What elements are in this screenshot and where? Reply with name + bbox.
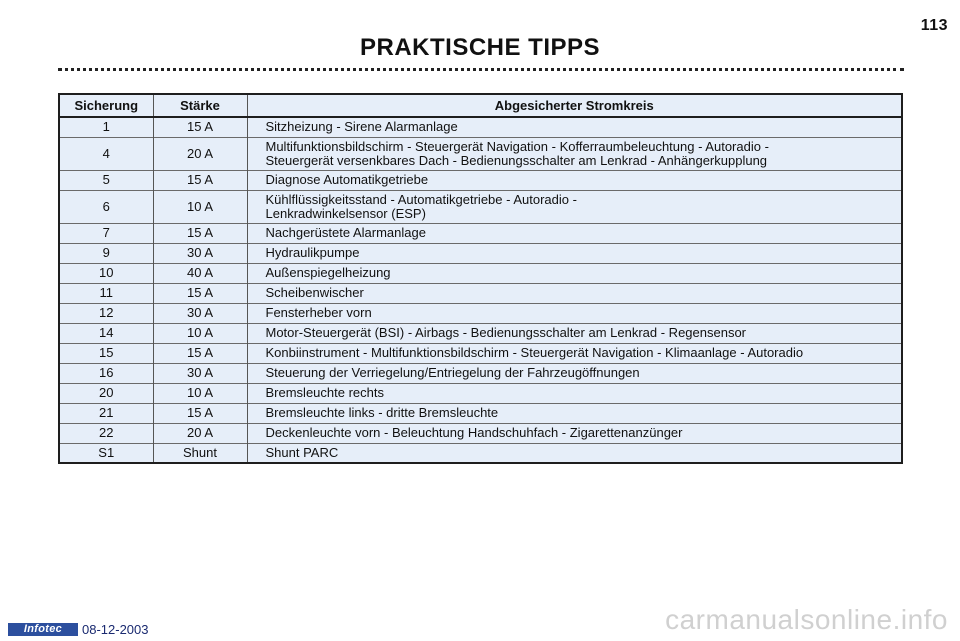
table-row bbox=[59, 363, 902, 383]
cell-rating: 10 A bbox=[153, 190, 247, 223]
circuit-line: Steuergerät versenkbares Dach - Bedienungsschalter am Lenkrad - Anhängerkupplung bbox=[265, 152, 768, 168]
cell-circuit bbox=[247, 403, 902, 423]
cell-fuse: S1 bbox=[59, 443, 153, 463]
circuit-line: Diagnose Automatikgetriebe bbox=[265, 172, 429, 187]
cell-fuse: 5 bbox=[59, 170, 153, 190]
cell-circuit bbox=[247, 323, 902, 343]
cell-circuit bbox=[247, 190, 902, 223]
cell-rating: 10 A bbox=[153, 323, 247, 343]
table-row bbox=[59, 117, 902, 137]
table-header-row bbox=[59, 94, 902, 117]
cell-circuit bbox=[247, 343, 902, 363]
fuse-table bbox=[58, 93, 903, 464]
circuit-line: Hydraulikpumpe bbox=[265, 245, 360, 260]
table-row bbox=[59, 303, 902, 323]
page-number: 113 bbox=[920, 17, 948, 34]
cell-fuse: 4 bbox=[59, 137, 153, 170]
table-row bbox=[59, 403, 902, 423]
circuit-line: Nachgerüstete Alarmanlage bbox=[265, 225, 426, 240]
table-row bbox=[59, 170, 902, 190]
cell-circuit bbox=[247, 443, 902, 463]
cell-rating: 30 A bbox=[153, 303, 247, 323]
circuit-line: Motor-Steuergerät (BSI) - Airbags - Bedienungsschalter am Lenkrad - Regensensor bbox=[265, 325, 747, 340]
table-row bbox=[59, 443, 902, 463]
circuit-line: Bremsleuchte links - dritte Bremsleuchte bbox=[265, 405, 499, 420]
cell-fuse: 11 bbox=[59, 283, 153, 303]
cell-circuit bbox=[247, 363, 902, 383]
cell-rating: 30 A bbox=[153, 243, 247, 263]
table-body bbox=[59, 117, 902, 463]
circuit-line: Kühlflüssigkeitsstand - Automatikgetriebe - Autoradio - bbox=[265, 191, 577, 207]
table-row bbox=[59, 137, 902, 170]
header-fuse: Sicherung bbox=[59, 94, 153, 117]
cell-fuse: 21 bbox=[59, 403, 153, 423]
cell-fuse: 1 bbox=[59, 117, 153, 137]
cell-circuit bbox=[247, 117, 902, 137]
cell-fuse: 9 bbox=[59, 243, 153, 263]
table-row bbox=[59, 283, 902, 303]
cell-fuse: 15 bbox=[59, 343, 153, 363]
cell-rating: 15 A bbox=[153, 283, 247, 303]
circuit-line: Steuerung der Verriegelung/Entriegelung der Fahrzeugöffnungen bbox=[265, 365, 640, 380]
table-row bbox=[59, 223, 902, 243]
cell-circuit bbox=[247, 170, 902, 190]
circuit-line: Sitzheizung - Sirene Alarmanlage bbox=[265, 119, 458, 135]
infotec-logo: Infotec bbox=[8, 623, 78, 636]
circuit-line: Multifunktionsbildschirm - Steuergerät Navigation - Kofferraumbeleuchtung - Autoradio - bbox=[265, 138, 769, 154]
cell-fuse: 7 bbox=[59, 223, 153, 243]
cell-rating: 15 A bbox=[153, 117, 247, 137]
page-title: PRAKTISCHE TIPPS bbox=[359, 34, 601, 61]
cell-fuse: 6 bbox=[59, 190, 153, 223]
table-row bbox=[59, 383, 902, 403]
table-row bbox=[59, 190, 902, 223]
circuit-line: Fensterheber vorn bbox=[265, 305, 372, 320]
circuit-line: Bremsleuchte rechts bbox=[265, 385, 384, 400]
cell-rating: 15 A bbox=[153, 170, 247, 190]
watermark: carmanualsonline.info bbox=[665, 604, 948, 635]
cell-fuse: 12 bbox=[59, 303, 153, 323]
cell-rating: 15 A bbox=[153, 343, 247, 363]
cell-circuit bbox=[247, 303, 902, 323]
circuit-line: Deckenleuchte vorn - Beleuchtung Handschuhfach - Zigarettenanzünger bbox=[265, 425, 683, 440]
cell-rating: 30 A bbox=[153, 363, 247, 383]
circuit-line: Scheibenwischer bbox=[265, 285, 364, 300]
cell-rating: 20 A bbox=[153, 423, 247, 443]
header-rating: Stärke bbox=[153, 94, 247, 117]
table-row bbox=[59, 423, 902, 443]
table-row bbox=[59, 343, 902, 363]
cell-fuse: 20 bbox=[59, 383, 153, 403]
cell-circuit bbox=[247, 263, 902, 283]
circuit-line: Shunt PARC bbox=[265, 444, 339, 460]
cell-rating: 20 A bbox=[153, 137, 247, 170]
table-row bbox=[59, 323, 902, 343]
cell-fuse: 14 bbox=[59, 323, 153, 343]
cell-fuse: 22 bbox=[59, 423, 153, 443]
cell-circuit bbox=[247, 137, 902, 170]
circuit-line: Außenspiegelheizung bbox=[265, 265, 391, 280]
circuit-line: Konbiinstrument - Multifunktionsbildschirm - Steuergerät Navigation - Klimaanlage - Autoradio bbox=[265, 345, 804, 360]
cell-rating: 15 A bbox=[153, 403, 247, 423]
cell-circuit bbox=[247, 223, 902, 243]
cell-rating: 15 A bbox=[153, 223, 247, 243]
table-row bbox=[59, 243, 902, 263]
cell-rating: Shunt bbox=[153, 443, 247, 463]
cell-fuse: 16 bbox=[59, 363, 153, 383]
cell-rating: 40 A bbox=[153, 263, 247, 283]
cell-rating: 10 A bbox=[153, 383, 247, 403]
cell-circuit bbox=[247, 383, 902, 403]
cell-circuit bbox=[247, 283, 902, 303]
table-row bbox=[59, 263, 902, 283]
footer-date: 08-12-2003 bbox=[82, 622, 149, 637]
cell-circuit bbox=[247, 243, 902, 263]
title-divider bbox=[58, 68, 904, 71]
circuit-line: Lenkradwinkelsensor (ESP) bbox=[265, 205, 426, 221]
cell-circuit bbox=[247, 423, 902, 443]
header-circuit: Abgesicherter Stromkreis bbox=[247, 94, 902, 117]
cell-fuse: 10 bbox=[59, 263, 153, 283]
